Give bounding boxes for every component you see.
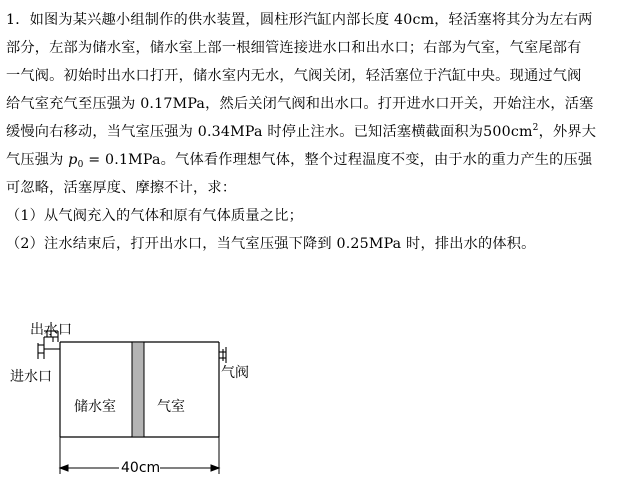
problem-text bbox=[6, 6, 626, 258]
problem-line-5-tail: ，外界大 bbox=[538, 124, 597, 140]
problem-line-4: 给气室充气至压强为 0.17MPa，然后关闭气阀和出水口。打开进水口开关，开始注水，活塞 bbox=[6, 96, 594, 112]
problem-line-6 bbox=[6, 146, 626, 174]
apparatus-diagram bbox=[0, 318, 270, 485]
piston bbox=[132, 342, 144, 437]
length-label: 40cm bbox=[121, 460, 161, 476]
problem-line-2: 部分，左部为储水室，储水室上部一根细管连接进水口和出水口；右部为气室，气室尾部有 bbox=[6, 40, 582, 56]
problem-line-6-start: 气压强为 bbox=[6, 152, 69, 168]
problem-line-6-end: 。气体看作理想气体，整个过程温度不变，由于水的重力产生的压强 bbox=[160, 152, 593, 168]
question-1: （1）从气阀充入的气体和原有气体质量之比； bbox=[6, 208, 303, 224]
water-chamber-label: 储水室 bbox=[74, 399, 116, 415]
dimension-arrow-left bbox=[60, 465, 68, 471]
piston-area-exponent: 2 bbox=[532, 123, 539, 133]
p0-subscript: 0 bbox=[77, 160, 84, 170]
p0-symbol: p bbox=[68, 152, 78, 168]
problem-line-5 bbox=[6, 118, 626, 146]
problem-line-1: 1．如图为某兴趣小组制作的供水装置，圆柱形汽缸内部长度 40cm，轻活塞将其分为左右两 bbox=[6, 12, 593, 28]
problem-line-5-text: 缓慢向右移动，当气室压强为 0.34MPa 时停止注水。已知活塞横截面积为 bbox=[6, 124, 484, 140]
air-chamber-label: 气室 bbox=[157, 399, 185, 415]
valve-label: 气阀 bbox=[221, 365, 249, 381]
outlet-label: 出水口 bbox=[30, 322, 72, 338]
air-valve bbox=[219, 347, 226, 363]
question-2: （2）注水结束后，打开出水口，当气室压强下降到 0.25MPa 时，排出水的体积。 bbox=[6, 236, 536, 252]
piston-area-value: 500cm bbox=[483, 124, 533, 140]
inlet-label: 进水口 bbox=[10, 369, 52, 385]
dimension-arrow-right bbox=[211, 465, 219, 471]
p0-value: = 0.1MPa bbox=[83, 152, 161, 168]
problem-line-7: 可忽略，活塞厚度、摩擦不计，求： bbox=[6, 180, 237, 196]
problem-line-3: 一气阀。初始时出水口打开，储水室内无水，气阀关闭，轻活塞位于汽缸中央。现通过气阀 bbox=[6, 68, 582, 84]
